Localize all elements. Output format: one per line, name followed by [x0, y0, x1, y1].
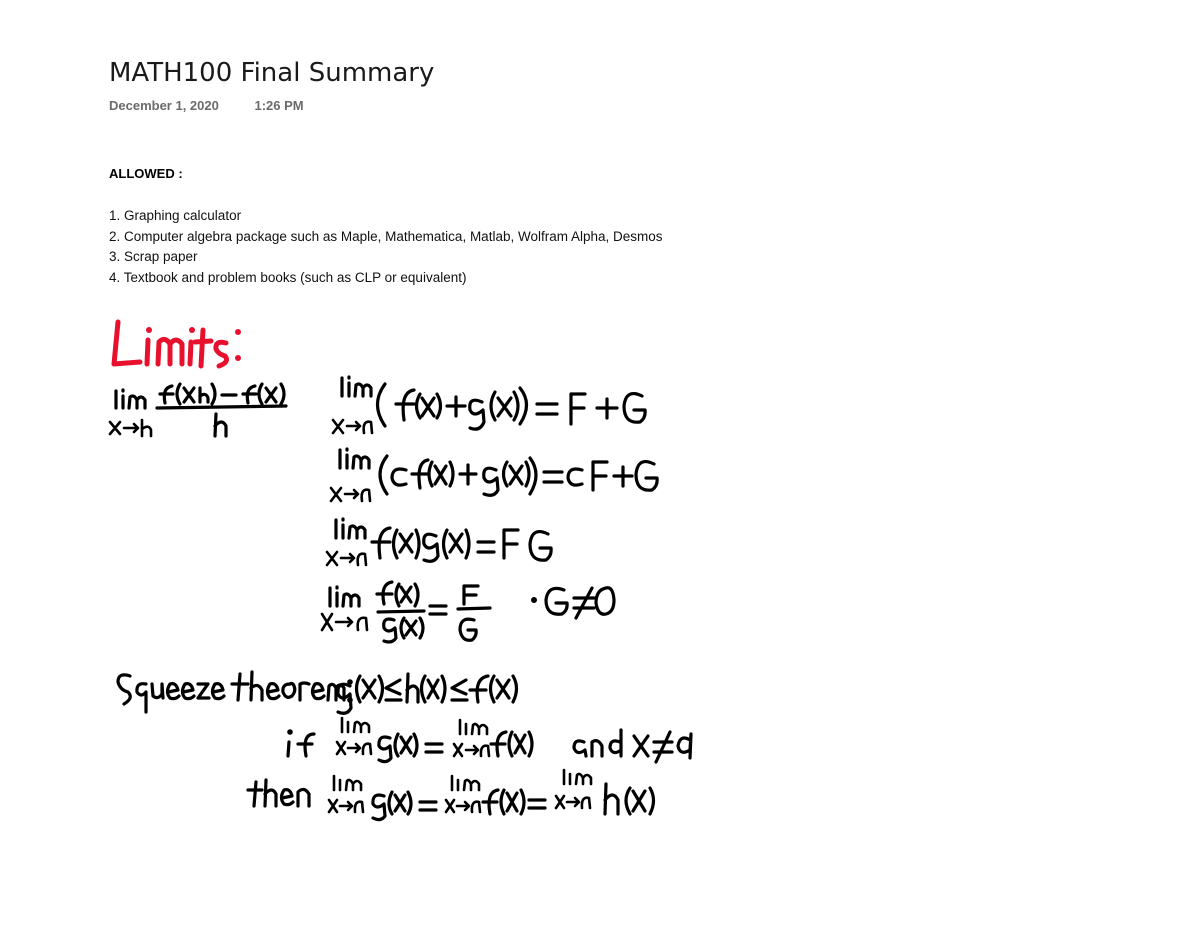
squeeze-condition-ink [287, 718, 691, 762]
difference-quotient-ink [110, 384, 286, 436]
list-item: 1. Graphing calculator [109, 208, 242, 223]
list-item: 3. Scrap paper [109, 249, 198, 264]
constant-multiple-rule-ink [331, 449, 657, 501]
page-time: 1:26 PM [254, 98, 304, 113]
page-title: MATH100 Final Summary [109, 58, 435, 88]
product-rule-ink [327, 519, 551, 565]
sum-rule-ink [333, 377, 645, 433]
list-item: 2. Computer algebra package such as Maple, Mathematica, Matlab, Wolfram Alpha, Desmos [109, 228, 663, 244]
limits-heading-ink [114, 322, 241, 366]
quotient-rule-ink [322, 582, 614, 642]
list-item: 4. Textbook and problem books (such as CLP or equivalent) [109, 269, 467, 285]
squeeze-theorem-ink [118, 672, 517, 713]
squeeze-conclusion-ink [248, 770, 654, 820]
allowed-heading: ALLOWED : [109, 166, 183, 181]
page-date: December 1, 2020 [109, 98, 219, 113]
